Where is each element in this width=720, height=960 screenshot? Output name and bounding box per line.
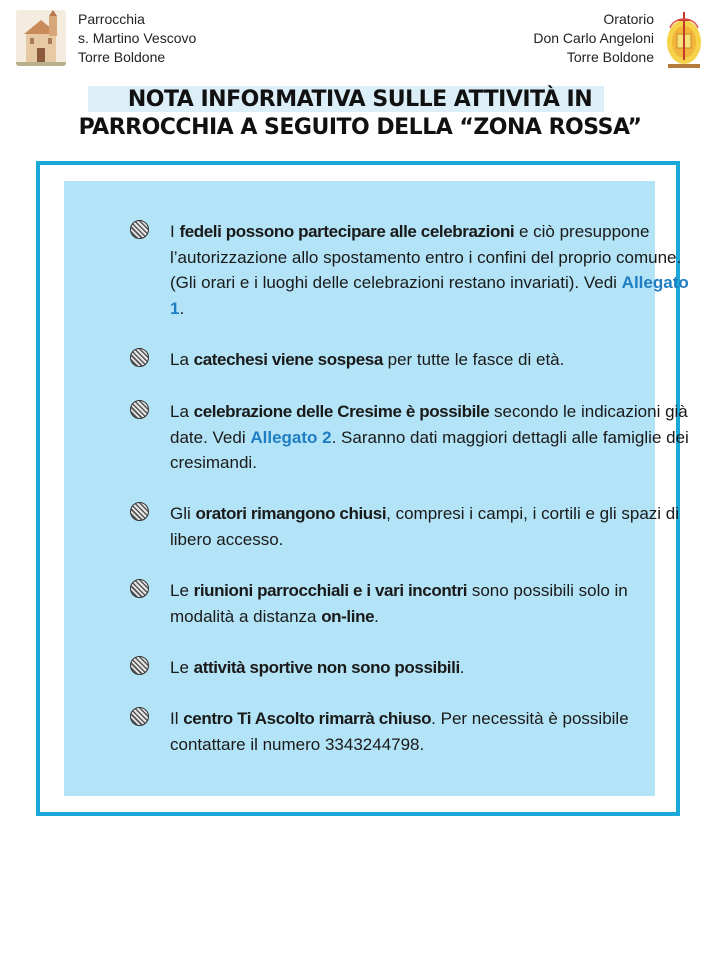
header-right-line1: Oratorio xyxy=(603,11,654,27)
header-parrocchia xyxy=(16,10,196,67)
list-item-text: I fedeli possono partecipare alle celebrazioni e ciò presuppone l’autorizzazione allo spostamento entro i confini del proprio comune. (Gli orari e i luoghi delle celebrazioni restano invariati). Vedi Allegato 1. xyxy=(170,222,689,318)
hatched-circle-bullet-icon xyxy=(130,579,149,598)
allegato-2-link[interactable]: Allegato 2 xyxy=(250,427,332,447)
header-right-line3: Torre Boldone xyxy=(566,49,654,65)
hatched-circle-bullet-icon xyxy=(130,220,149,239)
hatched-circle-bullet-icon xyxy=(130,400,149,419)
list-item-text: La catechesi viene sospesa per tutte le fasce di età. xyxy=(170,350,565,369)
oratorio-logo-icon xyxy=(664,10,704,70)
header-left-line2: s. Martino Vescovo xyxy=(78,30,197,46)
church-icon xyxy=(16,10,66,66)
hatched-circle-bullet-icon xyxy=(130,348,149,367)
title-line2: PARROCCHIA A SEGUITO DELLA “ZONA ROSSA” xyxy=(78,115,642,140)
list-item-text: Il centro Ti Ascolto rimarrà chiuso. Per necessità è possibile contattare il numero 3343244798. xyxy=(170,709,629,754)
list-item xyxy=(130,501,690,552)
oratorio-name xyxy=(533,10,654,70)
hatched-circle-bullet-icon xyxy=(130,502,149,521)
list-item xyxy=(130,219,690,321)
title-line1: NOTA INFORMATIVA SULLE ATTIVITÀ IN xyxy=(127,87,593,112)
header-oratorio xyxy=(533,10,704,70)
hatched-circle-bullet-icon xyxy=(130,707,149,726)
list-item xyxy=(130,578,690,629)
list-item-text: Le riunioni parrocchiali e i vari incontri sono possibili solo in modalità a distanza on-line. xyxy=(170,581,628,626)
list-item xyxy=(130,399,690,476)
allegato-1-link[interactable]: Allegato 1 xyxy=(170,273,689,318)
list-item-text: Gli oratori rimangono chiusi, compresi i campi, i cortili e gli spazi di libero accesso. xyxy=(170,504,680,549)
list-item-text: La celebrazione delle Cresime è possibile secondo le indicazioni già date. Vedi Allegato 2. Saranno dati maggiori dettagli alle famiglie dei cresimandi. xyxy=(170,402,689,472)
parrocchia-name xyxy=(78,10,196,67)
hatched-circle-bullet-icon xyxy=(130,656,149,675)
content-panel xyxy=(64,181,689,796)
list-item-text: Le attività sportive non sono possibili. xyxy=(170,658,465,677)
list-item xyxy=(130,706,690,757)
list-item xyxy=(130,347,690,373)
header-left-line3: Torre Boldone xyxy=(78,49,166,65)
header-left-line1: Parrocchia xyxy=(78,11,145,27)
page-title xyxy=(0,86,720,142)
header-right-line2: Don Carlo Angeloni xyxy=(533,30,654,46)
list-item xyxy=(130,655,690,681)
